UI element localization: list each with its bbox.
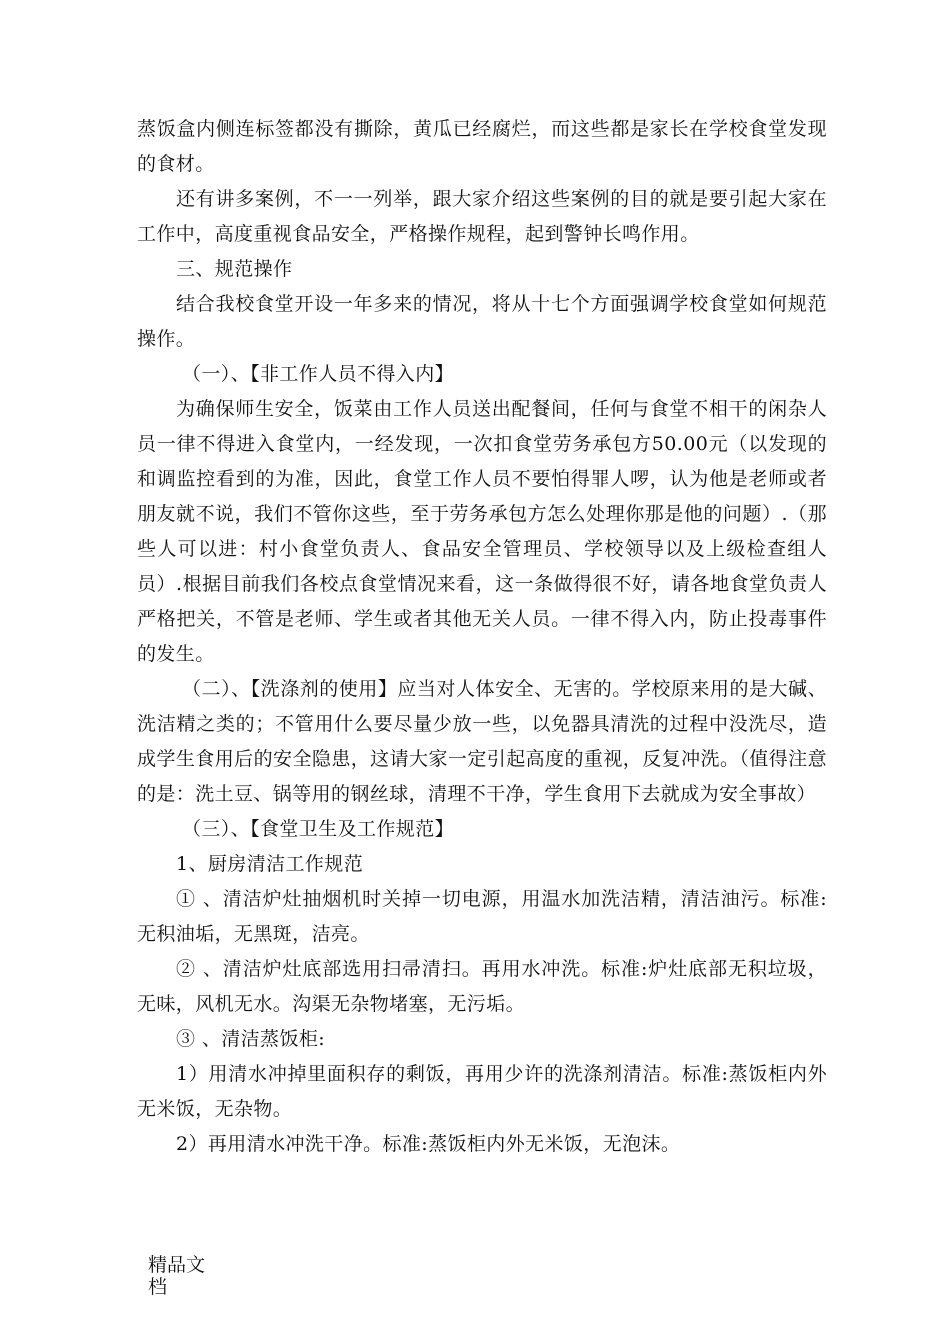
list-heading: 1、厨房清洁工作规范 bbox=[176, 853, 364, 875]
subsection-heading: （一）、【非工作人员不得入内】 bbox=[182, 363, 455, 385]
paragraph: 还有讲多案例，不一一列举，跟大家介绍这些案例的目的就是要引起大家在工作中，高度重视食品安全，严格操作规程，起到警钟长鸣作用。 bbox=[137, 188, 827, 245]
paragraph: （二）、【洗涤剂的使用】应当对人体安全、无害的。学校原来用的是大碱、洗洁精之类的；不管用什么要尽量少放一些，以免器具清洗的过程中没洗尽，造成学生食用后的安全隐患，这请大家一定引起高度的重视，反复冲洗。（值得注意的是：洗土豆、锅等用的钢丝球，清理不干净，学生食用下去就成为安全事故） bbox=[137, 678, 827, 805]
list-item: ② 、清洁炉灶底部选用扫帚清扫。再用水冲洗。标准:炉灶底部无积垃圾，无味，风机无水。沟渠无杂物堵塞，无污垢。 bbox=[137, 958, 827, 1015]
footer-watermark bbox=[148, 1254, 208, 1298]
list-item: 1）用清水冲掉里面积存的剩饭，再用少许的洗涤剂清洁。标准:蒸饭柜内外无米饭，无杂物。 bbox=[137, 1063, 827, 1120]
paragraph: 为确保师生安全，饭菜由工作人员送出配餐间，任何与食堂不相干的闲杂人员一律不得进入食堂内，一经发现，一次扣食堂劳务承包方50.00元（以发现的和调监控看到的为准，因此，食堂工作人员不要怕得罪人啰，认为他是老师或者朋友就不说，我们不管你这些，至于劳务承包方怎么处理你那是他的问题）.（那些人可以进：村小食堂负责人、食品安全管理员、学校领导以及上级检查组人员）.根据目前我们各校点食堂情况来看，这一条做得很不好，请各地食堂负责人严格把关，不管是老师、学生或者其他无关人员。一律不得入内，防止投毒事件的发生。 bbox=[137, 398, 827, 665]
subsection-heading: （三）、【食堂卫生及工作规范】 bbox=[182, 818, 455, 840]
list-item: ③ 、清洁蒸饭柜: bbox=[176, 1028, 326, 1050]
section-heading: 三、规范操作 bbox=[176, 258, 293, 280]
watermark-line: 档 bbox=[148, 1276, 168, 1298]
document-body bbox=[137, 112, 827, 1162]
paragraph: 蒸饭盒内侧连标签都没有撕除，黄瓜已经腐烂，而这些都是家长在学校食堂发现的食材。 bbox=[137, 118, 827, 175]
watermark-line: 精品文 bbox=[148, 1254, 206, 1276]
list-item: 2）再用清水冲洗干净。标准:蒸饭柜内外无米饭，无泡沫。 bbox=[176, 1133, 681, 1155]
list-item: ① 、清洁炉灶抽烟机时关掉一切电源，用温水加洗洁精，清洁油污。标准:无积油垢，无黑斑，洁亮。 bbox=[137, 888, 827, 945]
paragraph: 结合我校食堂开设一年多来的情况，将从十七个方面强调学校食堂如何规范操作。 bbox=[137, 293, 827, 350]
